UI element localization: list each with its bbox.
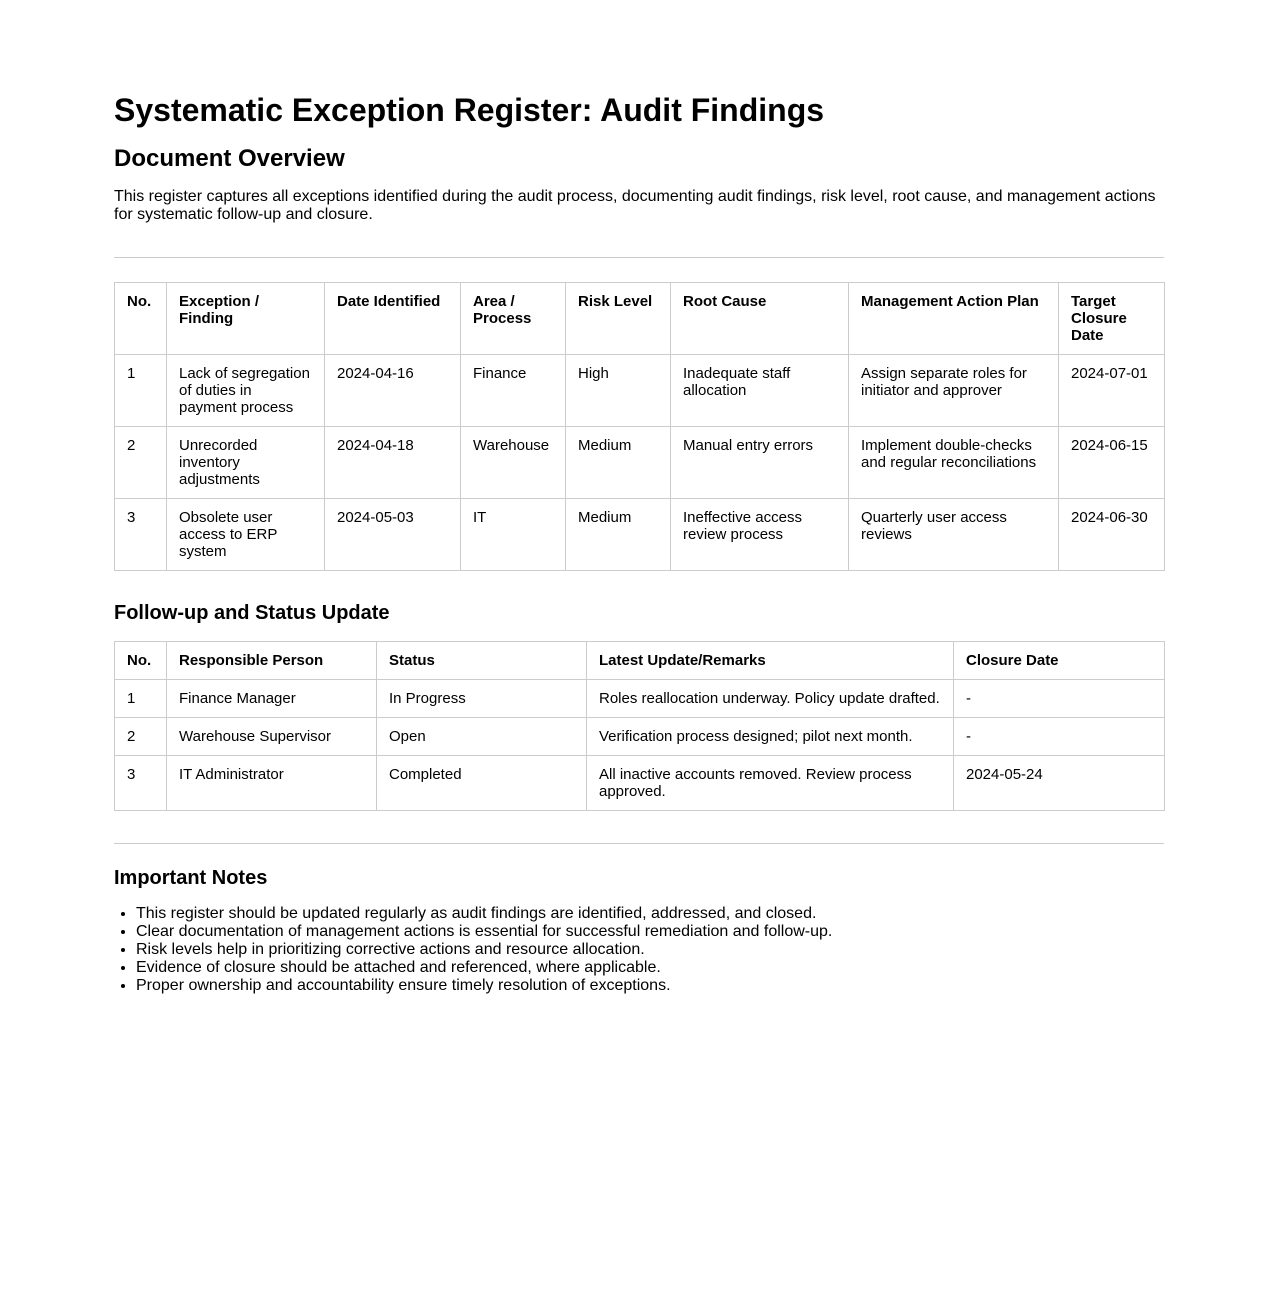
column-header-responsible-person: Responsible Person [167,642,377,680]
list-item: • Evidence of closure should be attached and referenced, where applicable. [136,959,832,977]
cell-no: 3 [115,756,167,811]
notes-heading: Important Notes [114,867,268,889]
cell-status: In Progress [377,680,587,718]
cell-no: 3 [115,499,167,571]
cell-action: Assign separate roles for initiator and approver [849,355,1059,427]
cell-person: IT Administrator [167,756,377,811]
cell-area: Finance [461,355,566,427]
cell-remarks: Roles reallocation underway. Policy update drafted. [587,680,954,718]
cell-area: Warehouse [461,427,566,499]
cell-status: Open [377,718,587,756]
table-header-row [115,642,1165,680]
cell-action: Quarterly user access reviews [849,499,1059,571]
column-header-remarks: Latest Update/Remarks [587,642,954,680]
cell-finding: Unrecorded inventory adjustments [167,427,325,499]
cell-closure: - [954,680,1165,718]
table-row [115,756,1165,811]
cell-cause: Manual entry errors [671,427,849,499]
cell-date: 2024-05-03 [325,499,461,571]
column-header-closure-date: Closure Date [954,642,1165,680]
column-header-no: No. [115,283,167,355]
column-header-risk-level: Risk Level [566,283,671,355]
cell-closure: 2024-05-24 [954,756,1165,811]
cell-closure: - [954,718,1165,756]
table-header-row [115,283,1165,355]
overview-text: This register captures all exceptions identified during the audit process, documenting audit findings, risk level, root cause, and management actions for systematic follow-up and closure. [114,188,1156,223]
cell-person: Warehouse Supervisor [167,718,377,756]
column-header-no: No. [115,642,167,680]
list-item: • This register should be updated regularly as audit findings are identified, addressed, and closed. [136,905,832,923]
followup-heading: Follow-up and Status Update [114,602,390,624]
column-header-date-identified: Date Identified [325,283,461,355]
column-header-area: Area / Process [461,283,566,355]
column-header-finding: Exception / Finding [167,283,325,355]
cell-no: 2 [115,427,167,499]
status-table [114,641,1165,811]
column-header-status: Status [377,642,587,680]
column-header-action-plan: Management Action Plan [849,283,1059,355]
table-row [115,355,1165,427]
cell-person: Finance Manager [167,680,377,718]
page-title: Systematic Exception Register: Audit Findings [114,92,825,128]
cell-cause: Inadequate staff allocation [671,355,849,427]
cell-risk: Medium [566,499,671,571]
findings-table [114,282,1165,571]
cell-remarks: Verification process designed; pilot next month. [587,718,954,756]
list-item: • Clear documentation of management actions is essential for successful remediation and follow-up. [136,923,832,941]
cell-area: IT [461,499,566,571]
cell-no: 2 [115,718,167,756]
table-row [115,427,1165,499]
cell-remarks: All inactive accounts removed. Review process approved. [587,756,954,811]
cell-risk: High [566,355,671,427]
cell-action: Implement double-checks and regular reconciliations [849,427,1059,499]
cell-target: 2024-06-15 [1059,427,1165,499]
list-item: • Risk levels help in prioritizing corrective actions and resource allocation. [136,941,832,959]
cell-target: 2024-06-30 [1059,499,1165,571]
overview-heading: Document Overview [114,145,345,172]
cell-finding: Lack of segregation of duties in payment process [167,355,325,427]
cell-no: 1 [115,680,167,718]
divider [114,257,1164,258]
table-row [115,718,1165,756]
cell-date: 2024-04-16 [325,355,461,427]
divider [114,843,1164,844]
column-header-target-date: Target Closure Date [1059,283,1165,355]
cell-cause: Ineffective access review process [671,499,849,571]
cell-finding: Obsolete user access to ERP system [167,499,325,571]
cell-target: 2024-07-01 [1059,355,1165,427]
column-header-root-cause: Root Cause [671,283,849,355]
cell-risk: Medium [566,427,671,499]
list-item: • Proper ownership and accountability ensure timely resolution of exceptions. [136,977,832,995]
cell-date: 2024-04-18 [325,427,461,499]
table-row [115,499,1165,571]
notes-list [114,905,832,995]
cell-status: Completed [377,756,587,811]
cell-no: 1 [115,355,167,427]
table-row [115,680,1165,718]
